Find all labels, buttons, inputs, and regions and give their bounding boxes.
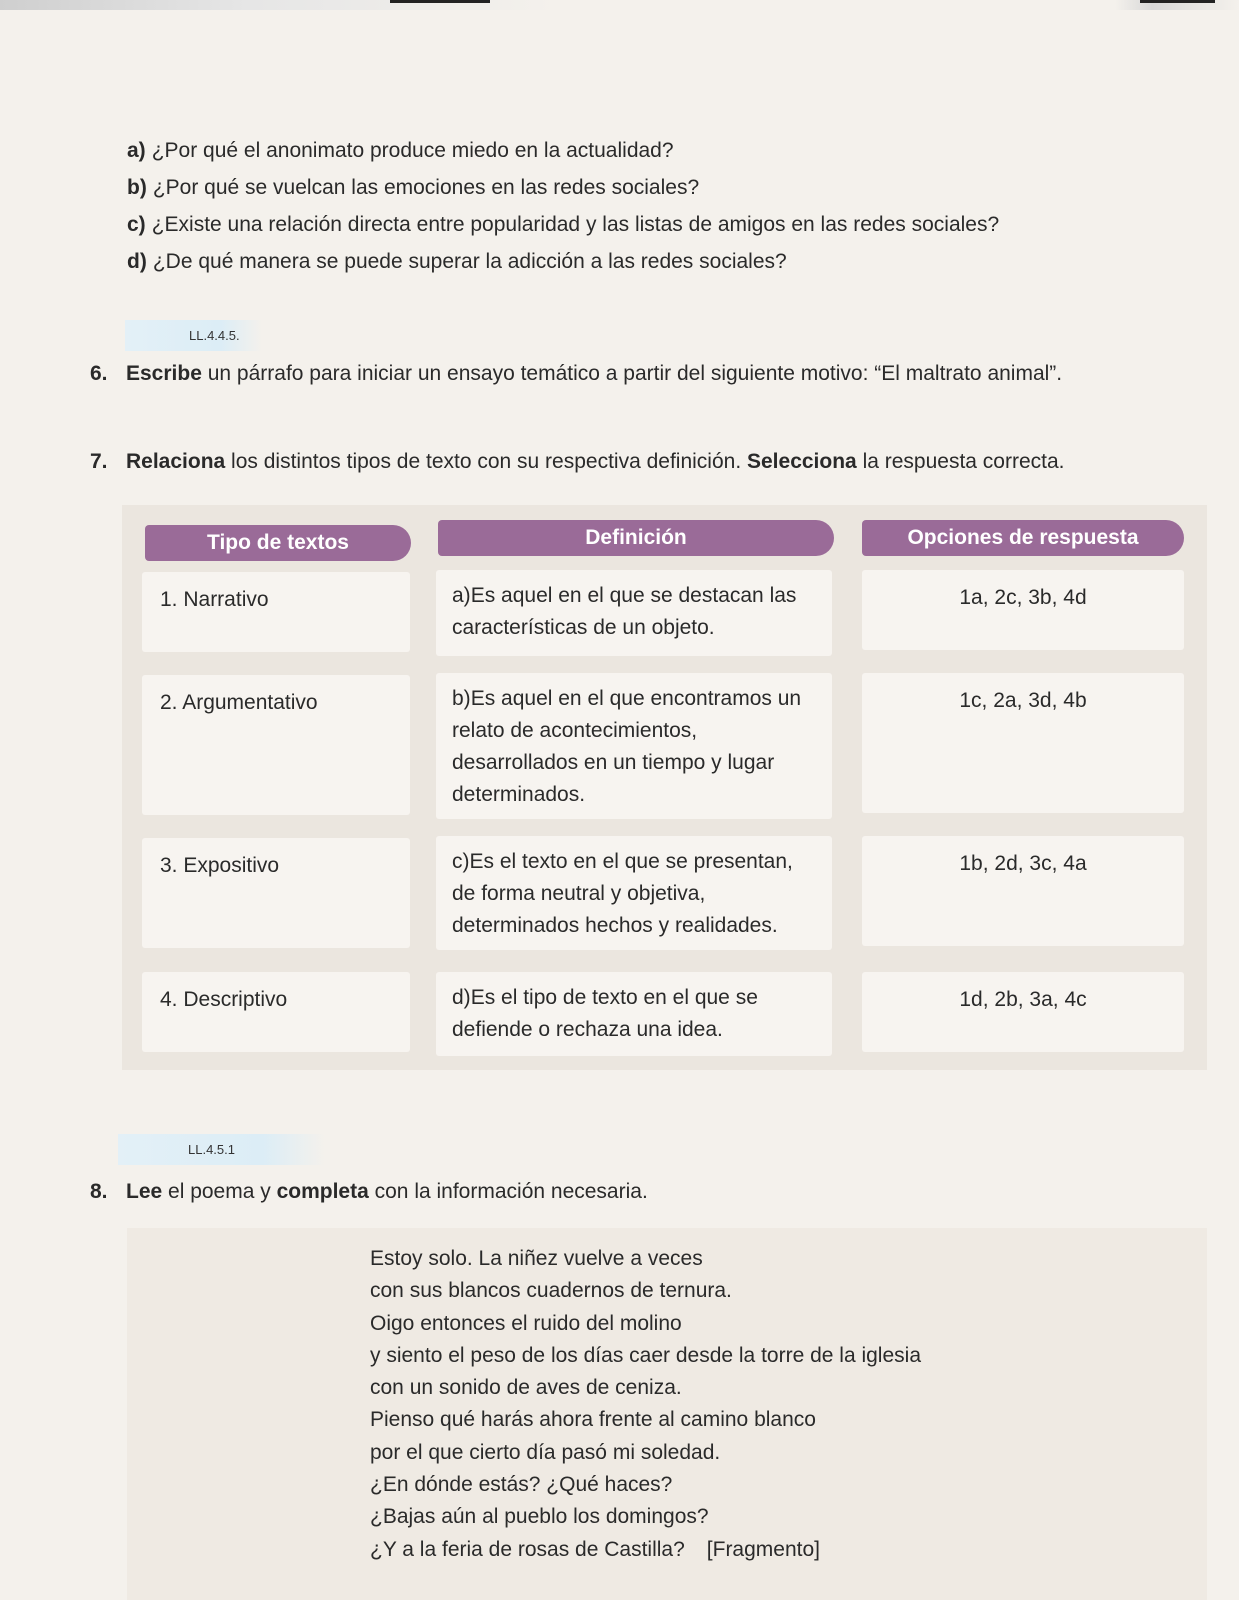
instruction-7	[90, 450, 1065, 474]
header-definition: Definición	[438, 520, 834, 556]
definition-text: Es aquel en el que encontramos un relato de acontecimientos, desarrollados en un tiempo y lugar determinados.	[452, 687, 802, 806]
instruction-verb: Escribe	[126, 362, 202, 385]
question-letter: d)	[127, 250, 147, 273]
question-list	[127, 132, 1127, 280]
scan-mark	[1140, 0, 1215, 3]
scan-mark	[390, 0, 490, 3]
header-types: Tipo de textos	[145, 525, 411, 561]
definition-letter: a)	[452, 584, 471, 607]
instruction-verb: Selecciona	[747, 450, 857, 473]
poem-line: Estoy solo. La niñez vuelve a veces	[370, 1247, 703, 1270]
skill-code-tag: LL.4.4.5.	[125, 320, 262, 351]
question-letter: c)	[127, 213, 146, 236]
type-label: 1. Narrativo	[160, 588, 269, 611]
poem-line: ¿En dónde estás? ¿Qué haces?	[370, 1473, 673, 1497]
question-text: ¿Existe una relación directa entre popularidad y las listas de amigos en las redes sociales?	[151, 213, 1000, 236]
type-cell	[142, 972, 410, 1052]
poem	[370, 1243, 921, 1566]
instruction-verb: Lee	[126, 1180, 163, 1203]
question-text: ¿Por qué el anonimato produce miedo en la actualidad?	[151, 139, 674, 162]
type-cell	[142, 572, 410, 652]
poem-line: por el que cierto día pasó mi soledad.	[370, 1440, 721, 1464]
instruction-text: la respuesta correcta.	[856, 450, 1065, 473]
question-text: ¿Por qué se vuelcan las emociones en las redes sociales?	[152, 176, 700, 199]
option-value: 1b, 2d, 3c, 4a	[959, 852, 1087, 875]
definition-text: Es aquel en el que se destacan las características de un objeto.	[452, 584, 797, 639]
definition-cell	[436, 570, 832, 656]
instruction-verb: completa	[276, 1180, 369, 1203]
type-label: 2. Argumentativo	[160, 691, 318, 714]
question-text: ¿De qué manera se puede superar la adicción a las redes sociales?	[152, 250, 787, 273]
instruction-text: un párrafo para iniciar un ensayo temático a partir del siguiente motivo: “El maltrato animal”.	[201, 362, 1063, 385]
poem-last-line	[370, 1534, 921, 1566]
item-number: 6.	[90, 362, 108, 385]
instruction-verb: Relaciona	[126, 450, 226, 473]
scan-edge	[0, 0, 1239, 10]
type-cell	[142, 838, 410, 948]
definition-text: Es el texto en el que se presentan, de forma neutral y objetiva, determinados hechos y realidades.	[452, 850, 793, 937]
definition-cell	[436, 673, 832, 819]
question-item	[127, 206, 1127, 243]
option-value: 1c, 2a, 3d, 4b	[959, 689, 1087, 712]
fragment-note: [Fragmento]	[706, 1537, 820, 1561]
poem-line: con un sonido de aves de ceniza.	[370, 1376, 682, 1400]
instruction-text: los distintos tipos de texto con su respectiva definición.	[225, 450, 747, 473]
poem-line: ¿Y a la feria de rosas de Castilla?	[370, 1537, 685, 1561]
option-cell	[862, 673, 1184, 813]
item-number: 7.	[90, 450, 108, 473]
option-cell	[862, 836, 1184, 946]
definition-letter: c)	[452, 850, 470, 873]
option-value: 1a, 2c, 3b, 4d	[959, 586, 1087, 609]
poem-line: Pienso qué harás ahora frente al camino blanco	[370, 1408, 816, 1432]
instruction-6	[90, 362, 1062, 386]
definition-letter: b)	[452, 687, 471, 710]
question-letter: b)	[127, 176, 147, 199]
question-item	[127, 243, 1127, 280]
skill-code-tag: LL.4.5.1	[118, 1134, 325, 1165]
definition-cell	[436, 836, 832, 950]
definition-text: Es el tipo de texto en el que se defiende o rechaza una idea.	[452, 986, 758, 1041]
item-number: 8.	[90, 1180, 108, 1203]
option-cell	[862, 972, 1184, 1052]
question-item	[127, 169, 1127, 206]
instruction-text: el poema y	[162, 1180, 277, 1203]
poem-line: y siento el peso de los días caer desde la torre de la iglesia	[370, 1343, 921, 1367]
definition-cell	[436, 972, 832, 1056]
option-value: 1d, 2b, 3a, 4c	[959, 988, 1087, 1011]
type-cell	[142, 675, 410, 815]
question-item	[127, 132, 1127, 169]
option-cell	[862, 570, 1184, 650]
type-label: 4. Descriptivo	[160, 988, 288, 1011]
instruction-text: con la información necesaria.	[368, 1180, 648, 1203]
question-letter: a)	[127, 139, 146, 162]
poem-line: Oigo entonces el ruido del molino	[370, 1311, 682, 1335]
poem-line: ¿Bajas aún al pueblo los domingos?	[370, 1505, 709, 1529]
definition-letter: d)	[452, 986, 471, 1009]
poem-line: con sus blancos cuadernos de ternura.	[370, 1279, 732, 1303]
instruction-8	[90, 1180, 648, 1204]
type-label: 3. Expositivo	[160, 854, 280, 877]
header-options: Opciones de respuesta	[862, 520, 1184, 556]
